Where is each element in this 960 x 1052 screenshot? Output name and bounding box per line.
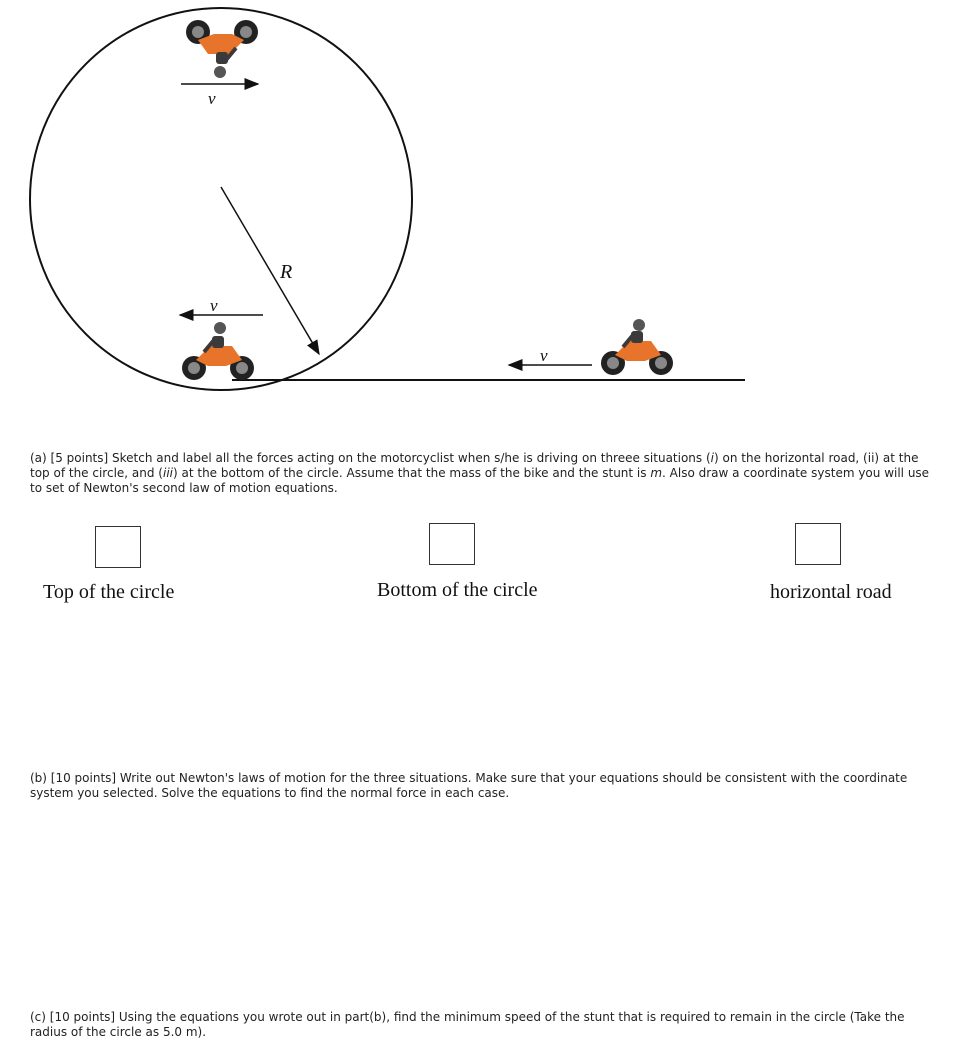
top-of-circle-label: Top of the circle	[43, 581, 175, 603]
top-circle-sketch-box[interactable]	[95, 526, 141, 568]
horizontal-road-sketch-box[interactable]	[795, 523, 841, 565]
bottom-circle-sketch-box[interactable]	[429, 523, 475, 565]
question-part-b: (b) [10 points] Write out Newton's laws of motion for the three situations. Make sure that your equations should be consistent with the coordinate system you selected. Solve the equations to find the normal force in each case.	[30, 771, 908, 800]
motorcycle-icon-road	[601, 319, 673, 375]
loop-figure	[0, 0, 960, 400]
motorcycle-icon-top	[186, 20, 258, 78]
question-part-c: (c) [10 points] Using the equations you wrote out in part(b), find the minimum speed of the stunt that is required to remain in the circle (Take the radius of the circle as 5.0 m).	[30, 1010, 905, 1039]
radius-label: R	[280, 261, 293, 283]
question-part-a: (a) [5 points] Sketch and label all the forces acting on the motorcyclist when s/he is driving on threee situations (i) on the horizontal road, (ii) at the top of the circle, and (iii) at the bottom of the circle. Assume that the mass of the bike and the stunt is m. Also draw a coordinate system you will use to set of Newton's second law of motion equations.	[30, 451, 930, 495]
velocity-label-bottom: v	[210, 296, 218, 315]
velocity-label-top: v	[208, 89, 216, 108]
horizontal-road-label: horizontal road	[770, 581, 892, 603]
motorcycle-icon-bottom	[182, 322, 254, 380]
radius-arrow	[221, 187, 319, 354]
velocity-label-road: v	[540, 346, 548, 365]
bottom-of-circle-label: Bottom of the circle	[377, 579, 538, 601]
